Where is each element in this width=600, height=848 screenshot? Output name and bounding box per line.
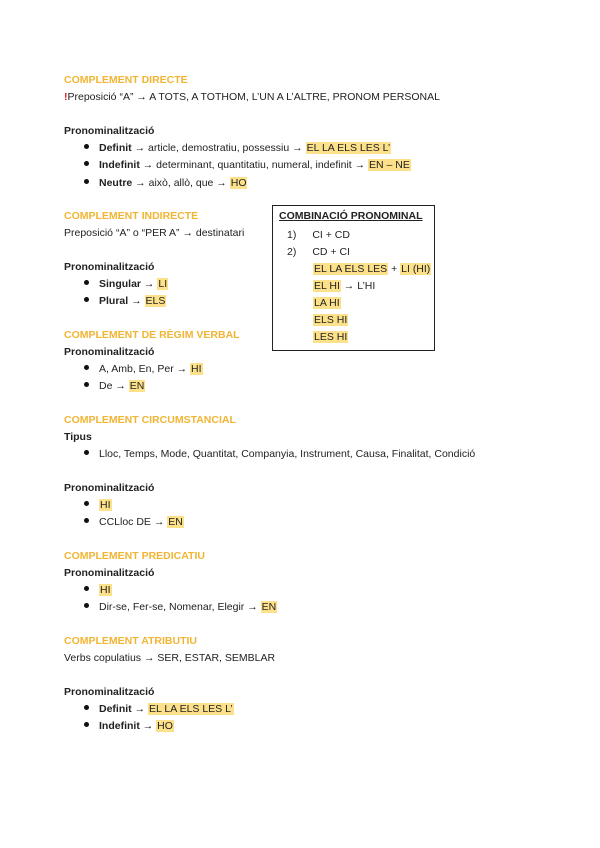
list-item: HI xyxy=(84,498,112,512)
exclamation-mark: ! xyxy=(64,91,68,103)
bullet-icon xyxy=(84,365,89,370)
bullet-icon xyxy=(84,603,89,608)
cc-heading: COMPLEMENT CIRCUMSTANCIAL xyxy=(64,414,236,426)
bullet-icon xyxy=(84,705,89,710)
list-item: CCLloc DE → EN xyxy=(84,515,184,529)
bullet-icon xyxy=(84,450,89,455)
cd-note-text: Preposició “A” → A TOTS, A TOTHOM, L’UN A L’ALTRE, PRONOM PERSONAL xyxy=(67,91,440,103)
bullet-icon xyxy=(84,382,89,387)
crv-heading: COMPLEMENT DE RÈGIM VERBAL xyxy=(64,329,240,341)
list-item: Indefinit → determinant, quantitatiu, numeral, indefinit → EN – NE xyxy=(84,158,411,172)
catr-pron-label: Pronominalització xyxy=(64,686,155,698)
bullet-icon xyxy=(84,161,89,166)
bullet-icon xyxy=(84,297,89,302)
list-item: Lloc, Temps, Mode, Quantitat, Companyia, Instrument, Causa, Finalitat, Condició xyxy=(84,447,475,461)
cd-note xyxy=(64,90,440,104)
list-item: A, Amb, En, Per → HI xyxy=(84,362,203,376)
ci-heading: COMPLEMENT INDIRECTE xyxy=(64,210,199,222)
list-item: Plural → ELS xyxy=(84,294,166,308)
box-combination-2: EL HI → L’HI xyxy=(314,280,376,292)
bullet-icon xyxy=(84,179,89,184)
bullet-icon xyxy=(84,722,89,727)
bullet-icon xyxy=(84,144,89,149)
cd-heading: COMPLEMENT DIRECTE xyxy=(64,74,188,86)
catr-desc: Verbs copulatius → SER, ESTAR, SEMBLAR xyxy=(64,652,276,664)
box-combination-4: ELS HI xyxy=(314,314,348,326)
catr-heading: COMPLEMENT ATRIBUTIU xyxy=(64,635,197,647)
bullet-icon xyxy=(84,518,89,523)
cpred-heading: COMPLEMENT PREDICATIU xyxy=(64,550,205,562)
box-rule-1: 1) CI + CD xyxy=(287,229,350,241)
list-item: Indefinit → HO xyxy=(84,719,174,733)
list-item: Dir-se, Fer-se, Nomenar, Elegir → EN xyxy=(84,600,277,614)
list-item: Definit → EL LA ELS LES L’ xyxy=(84,702,234,716)
box-title: COMBINACIÓ PRONOMINAL xyxy=(279,210,423,222)
list-item: De → EN xyxy=(84,379,145,393)
bullet-icon xyxy=(84,586,89,591)
combinacio-pronominal-box xyxy=(272,205,435,351)
cc-tipus-label: Tipus xyxy=(64,431,92,443)
ci-desc: Preposició “A” o “PER A” → destinatari xyxy=(64,227,245,239)
ci-pron-label: Pronominalització xyxy=(64,261,155,273)
list-item: Singular → LI xyxy=(84,277,168,291)
box-combination-5: LES HI xyxy=(314,331,348,343)
box-combination-3: LA HI xyxy=(314,297,340,309)
box-combination-1: EL LA ELS LES + LI (HI) xyxy=(314,263,431,275)
crv-pron-label: Pronominalització xyxy=(64,346,155,358)
bullet-icon xyxy=(84,280,89,285)
cc-pron-label: Pronominalització xyxy=(64,482,155,494)
cpred-pron-label: Pronominalització xyxy=(64,567,155,579)
bullet-icon xyxy=(84,501,89,506)
cd-pron-label: Pronominalització xyxy=(64,125,155,137)
box-rule-2: 2) CD + CI xyxy=(287,246,350,258)
list-item: Definit → article, demostratiu, possessiu → EL LA ELS LES L’ xyxy=(84,141,391,155)
list-item: Neutre → això, allò, que → HO xyxy=(84,176,247,190)
list-item: HI xyxy=(84,583,112,597)
